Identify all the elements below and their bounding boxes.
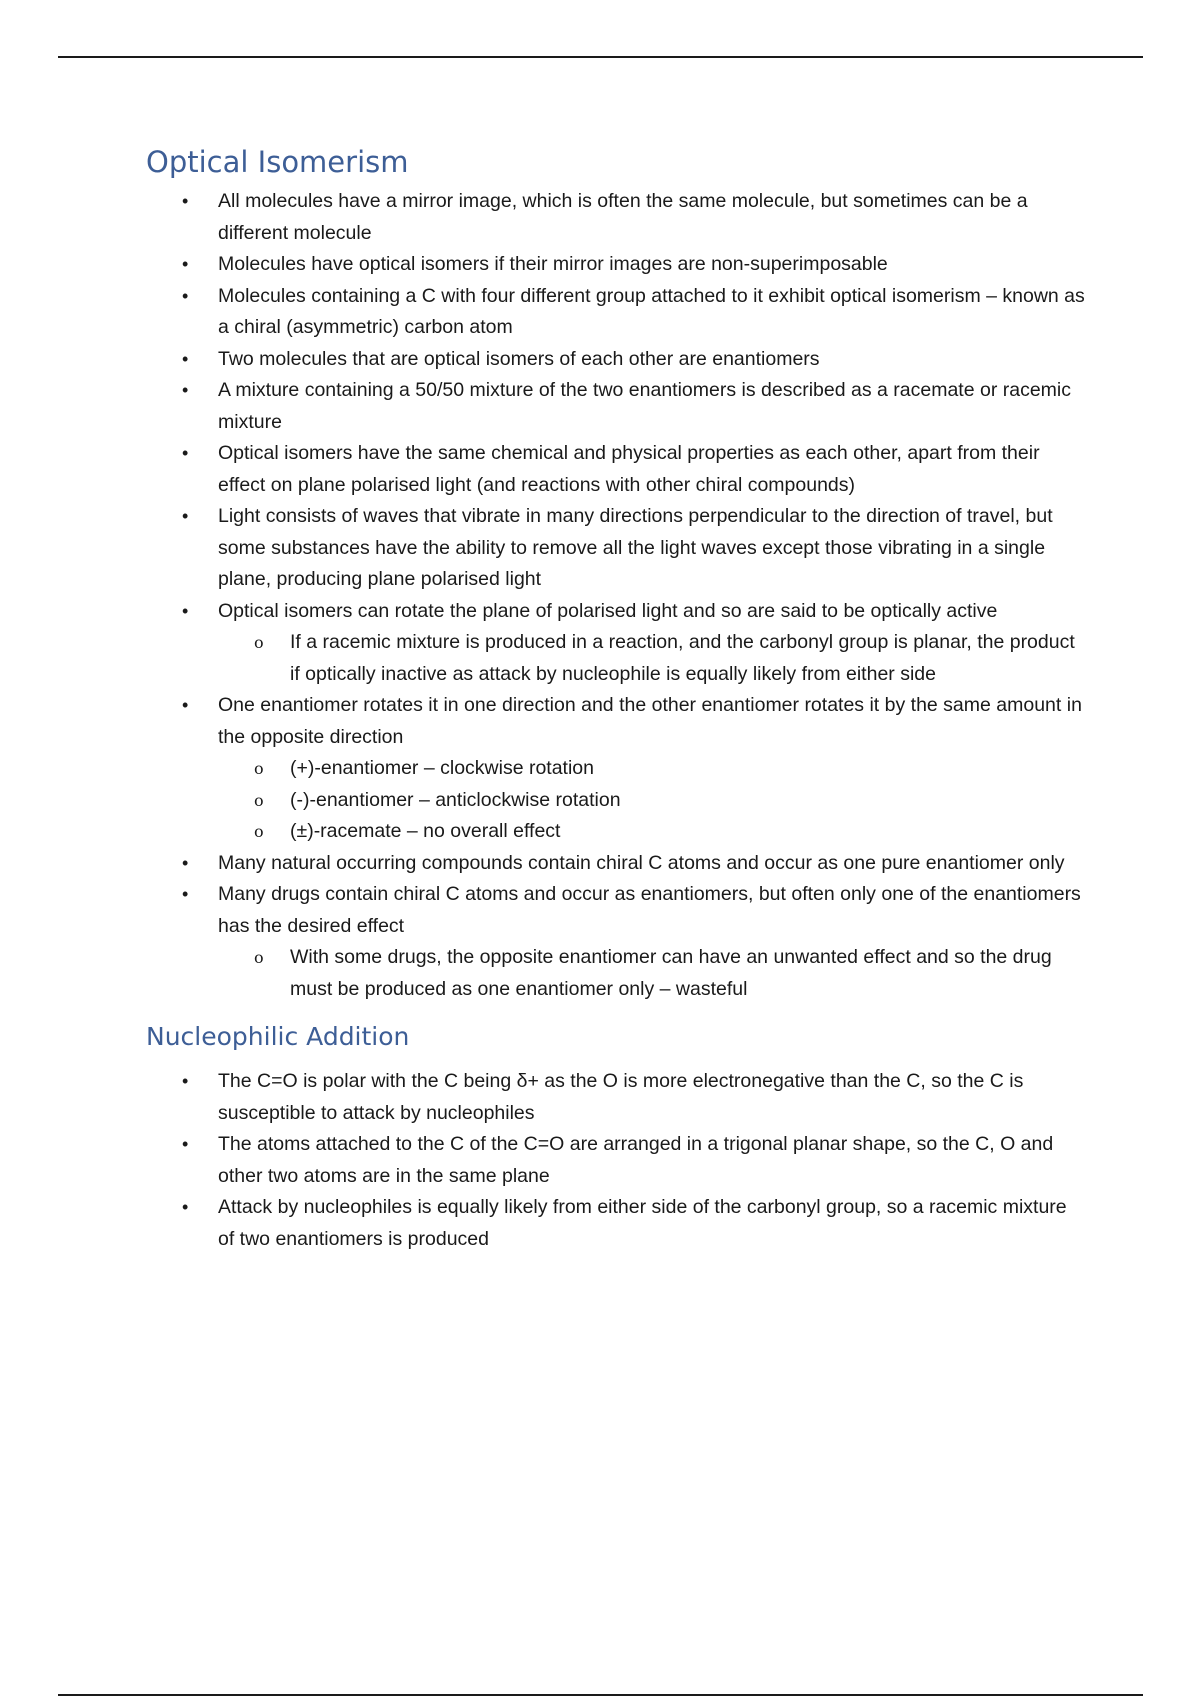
list-item: [146, 690, 1086, 848]
sub-bullet-icon: o: [254, 759, 264, 778]
bullet-icon: •: [182, 695, 189, 715]
sub-bullet-icon: o: [254, 822, 264, 841]
list-item: [146, 281, 1086, 344]
section-heading-nucleophilic-addition: Nucleophilic Addition: [146, 1022, 410, 1051]
list-item: [146, 186, 1086, 249]
bullet-icon: •: [182, 1071, 189, 1091]
bullet-icon: •: [182, 443, 189, 463]
bullet-icon: •: [182, 1134, 189, 1154]
sub-bullet-icon: o: [254, 633, 264, 652]
list-item: [146, 249, 1086, 281]
bullet-icon: •: [182, 1197, 189, 1217]
sub-list-item: [218, 753, 1086, 785]
document-body: [146, 142, 1086, 1255]
list-item: [146, 848, 1086, 880]
sub-list-item-text: With some drugs, the opposite enantiomer can have an unwanted effect and so the drug must be produced as one enantiomer only – wasteful: [290, 946, 1052, 1000]
sub-list-item-text: (-)-enantiomer – anticlockwise rotation: [290, 788, 621, 811]
nucleophilic-addition-list: [146, 1066, 1086, 1255]
bullet-icon: •: [182, 348, 189, 369]
bullet-icon: •: [182, 506, 189, 526]
list-item: [146, 375, 1086, 438]
list-item-text: Optical isomers can rotate the plane of polarised light and so are said to be optically active: [218, 599, 998, 622]
list-item: [146, 501, 1086, 596]
list-item-text: The atoms attached to the C of the C=O are arranged in a trigonal planar shape, so the C, O and other two atoms are in the same plane: [218, 1133, 1054, 1187]
sub-list-item: [218, 627, 1086, 690]
bullet-icon: •: [182, 380, 189, 400]
list-item-text: Molecules containing a C with four different group attached to it exhibit optical isomerism – known as a chiral (asymmetric) carbon atom: [218, 284, 1085, 338]
sub-list: [218, 753, 1086, 848]
sub-bullet-icon: o: [254, 790, 264, 810]
header-rule: [58, 56, 1143, 58]
list-item-text: Molecules have optical isomers if their mirror images are non-superimposable: [218, 253, 888, 275]
bullet-icon: •: [182, 600, 189, 621]
bullet-icon: •: [182, 191, 189, 211]
list-item-text: The C=O is polar with the C being δ+ as the O is more electronegative than the C, so the C is susceptible to attack by nucleophiles: [218, 1070, 1024, 1124]
list-item: [146, 879, 1086, 1005]
list-item-text: Many drugs contain chiral C atoms and occur as enantiomers, but often only one of the enantiomers has the desired effect: [218, 883, 1081, 937]
list-item-text: Light consists of waves that vibrate in many directions perpendicular to the direction of travel, but some substances have the ability to remove all the light waves except those vibrating in a single plane, producing plane polarised light: [218, 505, 1053, 590]
sub-list-item-text: (±)-racemate – no overall effect: [290, 820, 561, 842]
bullet-icon: •: [182, 884, 189, 904]
bullet-icon: •: [182, 254, 189, 274]
list-item-text: Two molecules that are optical isomers of each other are enantiomers: [218, 347, 820, 370]
list-item: [146, 596, 1086, 691]
list-item-text: Optical isomers have the same chemical and physical properties as each other, apart from their effect on plane polarised light (and reactions with other chiral compounds): [218, 442, 1040, 496]
sub-list-item-text: If a racemic mixture is produced in a reaction, and the carbonyl group is planar, the product if optically inactive as attack by nucleophile is equally likely from either side: [290, 631, 1075, 685]
bullet-icon: •: [182, 285, 189, 306]
list-item-text: All molecules have a mirror image, which is often the same molecule, but sometimes can be a different molecule: [218, 190, 1028, 244]
list-item: [146, 1129, 1086, 1192]
sub-list: [218, 942, 1086, 1005]
sub-list-item: [218, 942, 1086, 1005]
list-item-text: Many natural occurring compounds contain chiral C atoms and occur as one pure enantiomer only: [218, 851, 1065, 874]
list-item-text: A mixture containing a 50/50 mixture of the two enantiomers is described as a racemate or racemic mixture: [218, 379, 1071, 433]
list-item: [146, 1192, 1086, 1255]
list-item: [146, 438, 1086, 501]
list-item-text: One enantiomer rotates it in one direction and the other enantiomer rotates it by the same amount in the opposite direction: [218, 694, 1082, 748]
footer-rule: [58, 1694, 1143, 1696]
list-item: [146, 1066, 1086, 1129]
sub-bullet-icon: o: [254, 948, 264, 967]
bullet-icon: •: [182, 852, 189, 873]
sub-list: [218, 627, 1086, 690]
list-item: [146, 344, 1086, 376]
optical-isomerism-list: [146, 186, 1086, 1005]
sub-list-item: [218, 816, 1086, 848]
list-item-text: Attack by nucleophiles is equally likely from either side of the carbonyl group, so a racemic mixture of two enantiomers is produced: [218, 1196, 1067, 1250]
sub-list-item-text: (+)-enantiomer – clockwise rotation: [290, 757, 595, 779]
sub-list-item: [218, 785, 1086, 817]
section-heading-optical-isomerism: Optical Isomerism: [146, 145, 409, 179]
